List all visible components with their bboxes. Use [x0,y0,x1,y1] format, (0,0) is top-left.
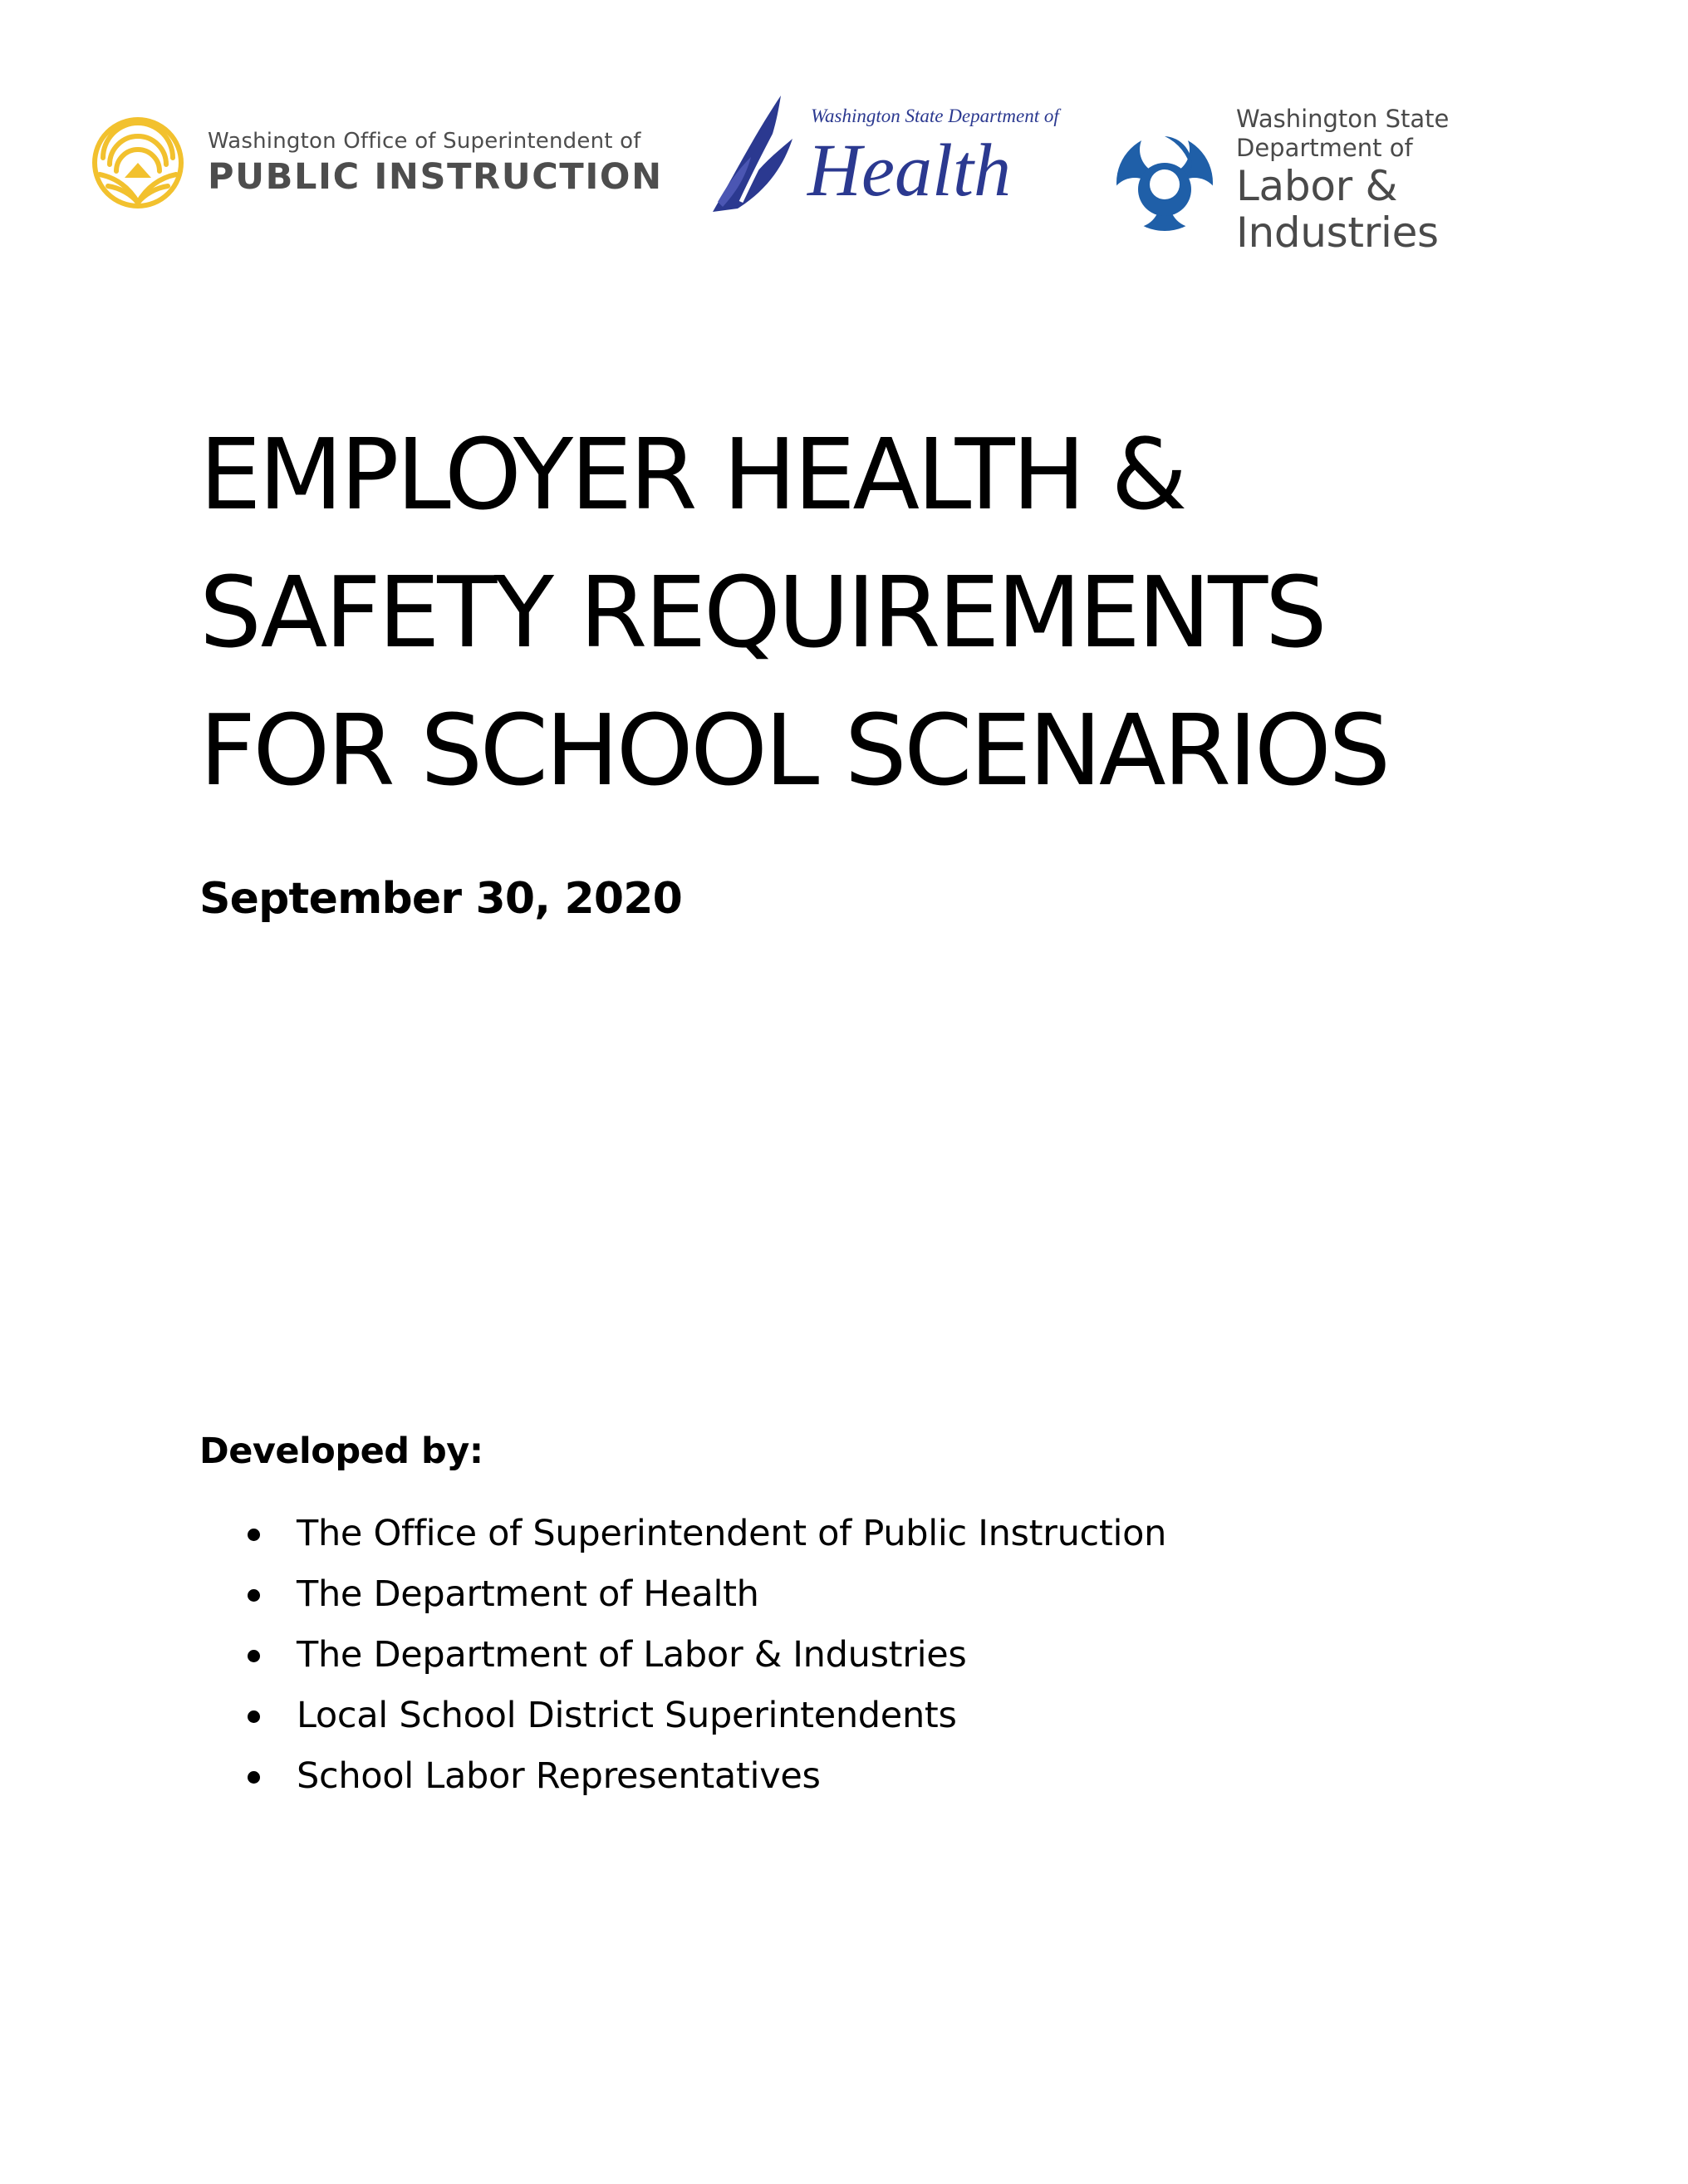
bullet-icon [248,1771,260,1784]
lni-emblem-icon [1107,126,1223,234]
list-item-text: The Office of Superintendent of Public Instruction [297,1513,1167,1554]
lni-logo-line2: Labor & Industries [1236,161,1439,257]
doh-logo-line2: Health [807,130,1011,212]
ospi-emblem-icon [91,116,184,209]
bullet-icon [248,1650,260,1662]
ospi-logo [91,116,663,209]
title-line-1: EMPLOYER HEALTH & [199,417,1185,532]
ospi-logo-line1: Washington Office of Superintendent of [208,128,641,154]
bullet-icon [248,1589,260,1602]
bullet-icon [248,1529,260,1541]
title-line-2: SAFETY REQUIREMENTS [199,555,1325,670]
bullet-icon [248,1710,260,1723]
doh-logo-line1: Washington State Department of [811,106,1059,126]
list-item-text: The Department of Health [297,1573,759,1615]
document-title [199,405,1388,819]
list-item-text: The Department of Labor & Industries [297,1634,967,1676]
logo-header [91,98,1587,257]
lni-logo [1107,105,1587,256]
developed-by-heading: Developed by: [199,1431,483,1472]
doh-feather-icon [704,77,1059,218]
list-item-text: School Labor Representatives [297,1755,821,1797]
document-date: September 30, 2020 [199,874,683,924]
title-line-3: FOR SCHOOL SCENARIOS [199,693,1388,807]
lni-logo-line1: Washington State Department of [1236,105,1450,162]
list-item-text: Local School District Superintendents [297,1695,957,1736]
doh-logo [704,77,1059,218]
ospi-logo-line2: PUBLIC INSTRUCTION [208,155,663,198]
